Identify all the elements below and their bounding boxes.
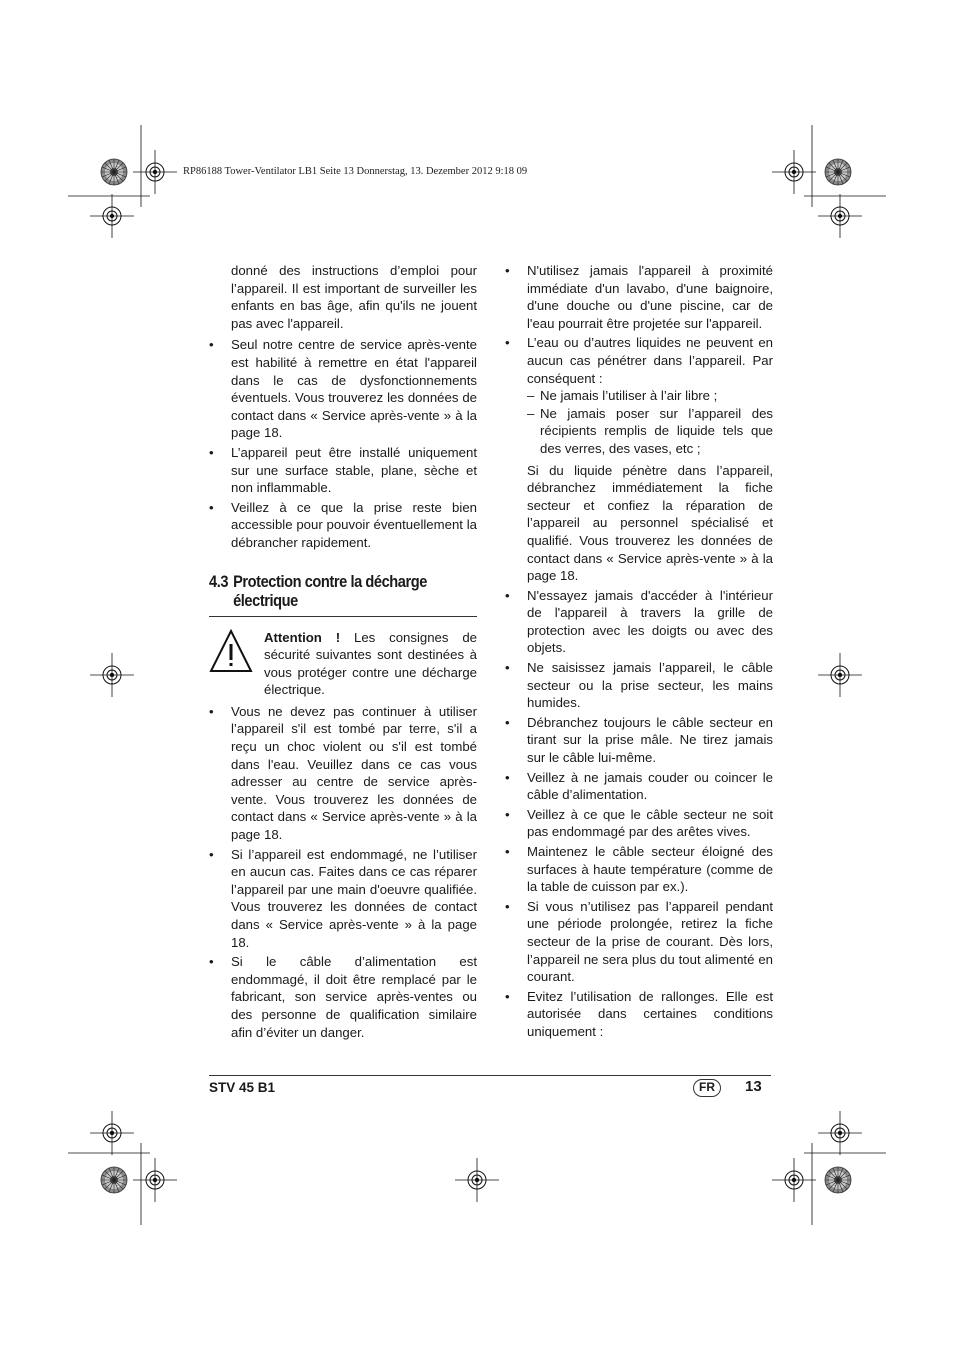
section-title-line2: électrique <box>233 590 298 610</box>
list-item: • Si le câble d’alimentation est endommagé, il doit être remplacé par le fabricant, son service après-ventes ou des personne de qualification similaire afin d’éviter un danger. <box>209 954 477 1040</box>
bullet-dot: • <box>505 714 510 730</box>
bullet-dot: • <box>505 335 510 351</box>
right-column <box>505 262 773 1043</box>
color-target-bottom-right <box>825 1167 851 1193</box>
bullet-dot: • <box>209 499 214 515</box>
color-target-bottom-left <box>101 1167 127 1193</box>
list-item: • Veillez à ce que le câble secteur ne soit pas endommagé par des arêtes vives. <box>505 806 773 840</box>
dash-item: – Ne jamais poser sur l’appareil des récipients remplis de liquide tels que des verres, des vases, etc ; <box>527 405 773 456</box>
list-item: • N'essayez jamais d'accéder à l'intérieur de l'appareil à travers la grille de protection avec les doigts ou avec des objets. <box>505 587 773 656</box>
bullet-dot: • <box>505 660 510 676</box>
list-item: • Vous ne devez pas continuer à utiliser l’appareil s'il est tombé par terre, s'il a reçu un choc violent ou s'il est tombé dans l'eau. Veuillez dans ce cas vous adresser au centre de service après-vente. Vous trouverez les données de contact dans « Service après-vente » à la page 18. <box>209 703 477 843</box>
registration-mark-bottom-right <box>772 1158 816 1202</box>
safety-bullets-1 <box>209 336 477 551</box>
registration-mark-left-middle <box>90 653 134 697</box>
color-target-top-right <box>825 159 851 185</box>
list-item: • L’eau ou d’autres liquides ne peuvent en aucun cas pénétrer dans l’appareil. Par conséquent : – Ne jamais l’utiliser à l’air libre ; – Ne jamais poser sur l’appareil des récipients remplis de liquide tels que des verres, des vases, etc ; Si du liquide pénètre dans l’appareil, débranchez immédiatement la fiche secteur et confiez la réparation de l’appareil au personnel spécialisé et qualifié. Vous trouverez les données de contact dans « Service après-vente » à la page 18. <box>505 335 773 584</box>
bullet-dot: • <box>505 898 510 914</box>
bullet-dot: • <box>209 337 214 353</box>
registration-mark-left-upper <box>90 194 134 238</box>
list-item: • Débranchez toujours le câble secteur en tirant sur la prise mâle. Ne tirez jamais sur le câble lui-même. <box>505 714 773 766</box>
attention-label: Attention ! <box>264 629 341 645</box>
list-item: • N'utilisez jamais l'appareil à proximité immédiate d'un lavabo, d'une baignoire, d'une douche ou d'une piscine, car de l'eau pourrait être projetée sur l'appareil. <box>505 263 773 331</box>
bullet-dot: • <box>505 988 510 1004</box>
page-number: 13 <box>745 1078 762 1095</box>
attention-text: Les consignes de sécurité suivantes sont destinées à vous protéger contre une décharge électrique. <box>264 629 478 698</box>
bullet-dot: • <box>505 263 510 278</box>
safety-bullets-3 <box>505 262 773 1041</box>
registration-mark-right-upper <box>818 194 862 238</box>
registration-mark-left-lower <box>90 1111 134 1155</box>
list-item: • Seul notre centre de service après-vente est habilité à remettre en état l'appareil dans le cas de dysfonctionnements éventuels. Vous trouverez les données de contact dans « Service après-vente » à la page 18. <box>209 337 477 441</box>
registration-mark-top-right <box>772 150 816 194</box>
bullet-dot: • <box>209 444 214 460</box>
footer-model: STV 45 B1 <box>209 1080 276 1095</box>
bullet-dot: • <box>505 806 510 822</box>
registration-mark-bottom-center <box>455 1158 499 1202</box>
language-badge: FR <box>693 1079 721 1097</box>
dash-sublist <box>527 387 773 457</box>
list-item: • Ne saisissez jamais l’appareil, le câble secteur ou la prise secteur, les mains humides. <box>505 660 773 711</box>
section-heading-4-3 <box>209 572 484 610</box>
registration-mark-top-left <box>133 150 177 194</box>
safety-bullets-2 <box>209 703 477 1041</box>
follow-paragraph: Si du liquide pénètre dans l’appareil, débranchez immédiatement la fiche secteur et confiez la réparation de l’appareil au personnel spécialisé et qualifié. Vous trouverez les données de contact dans « Service après-vente » à la page 18. <box>527 462 773 584</box>
list-item: • Maintenez le câble secteur éloigné des surfaces à haute température (comme de la table de cuisson par ex.). <box>505 844 773 895</box>
registration-mark-right-middle <box>818 653 862 697</box>
registration-mark-bottom-left <box>133 1158 177 1202</box>
list-item: • Veillez à ce que la prise reste bien accessible pour pouvoir éventuellement la débrancher rapidement. <box>209 499 477 550</box>
warning-triangle-icon <box>209 629 253 673</box>
bullet-dot: • <box>209 846 214 862</box>
list-item: • Si l’appareil est endommagé, ne l’utiliser en aucun cas. Faites dans ce cas réparer l’appareil par une main d'oeuvre qualifiée. Vous trouverez les données de contact dans « Service après-vente » à la page 18. <box>209 846 477 950</box>
dash-item: – Ne jamais l’utiliser à l’air libre ; <box>527 388 718 404</box>
attention-notice <box>209 629 477 699</box>
bullet-dot: • <box>505 587 510 603</box>
list-item: • L’appareil peut être installé uniquement sur une surface stable, plane, sèche et non inflammable. <box>209 444 477 496</box>
section-title-line1: Protection contre la décharge <box>233 571 427 591</box>
list-item: • Evitez l’utilisation de rallonges. Elle est autorisée dans certaines conditions uniquement : <box>505 988 773 1039</box>
intro-continuation: donné des instructions d’emploi pour l’appareil. Il est important de surveiller les enfants en bas âge, afin qu'ils ne jouent pas avec l'appareil. <box>231 263 477 331</box>
section-divider <box>209 616 477 617</box>
bullet-dot: • <box>209 954 214 970</box>
left-column <box>209 262 477 1043</box>
footer-divider <box>209 1075 771 1076</box>
bullet-dot: • <box>209 703 214 719</box>
list-item: • Si vous n’utilisez pas l’appareil pendant une période prolongée, retirez la fiche secteur de la prise de courant. Dès lors, l’appareil ne sera plus du tout alimenté en courant. <box>505 898 773 985</box>
color-target-top-left <box>101 159 127 185</box>
registration-mark-right-lower <box>818 1111 862 1155</box>
bullet-dot: • <box>505 769 510 785</box>
section-number: 4.3 <box>209 571 229 591</box>
list-item: • Veillez à ne jamais couder ou coincer le câble d’alimentation. <box>505 769 773 803</box>
print-header-slug: RP86188 Tower-Ventilator LB1 Seite 13 Donnerstag, 13. Dezember 2012 9:18 09 <box>183 166 528 177</box>
bullet-dot: • <box>505 844 510 859</box>
